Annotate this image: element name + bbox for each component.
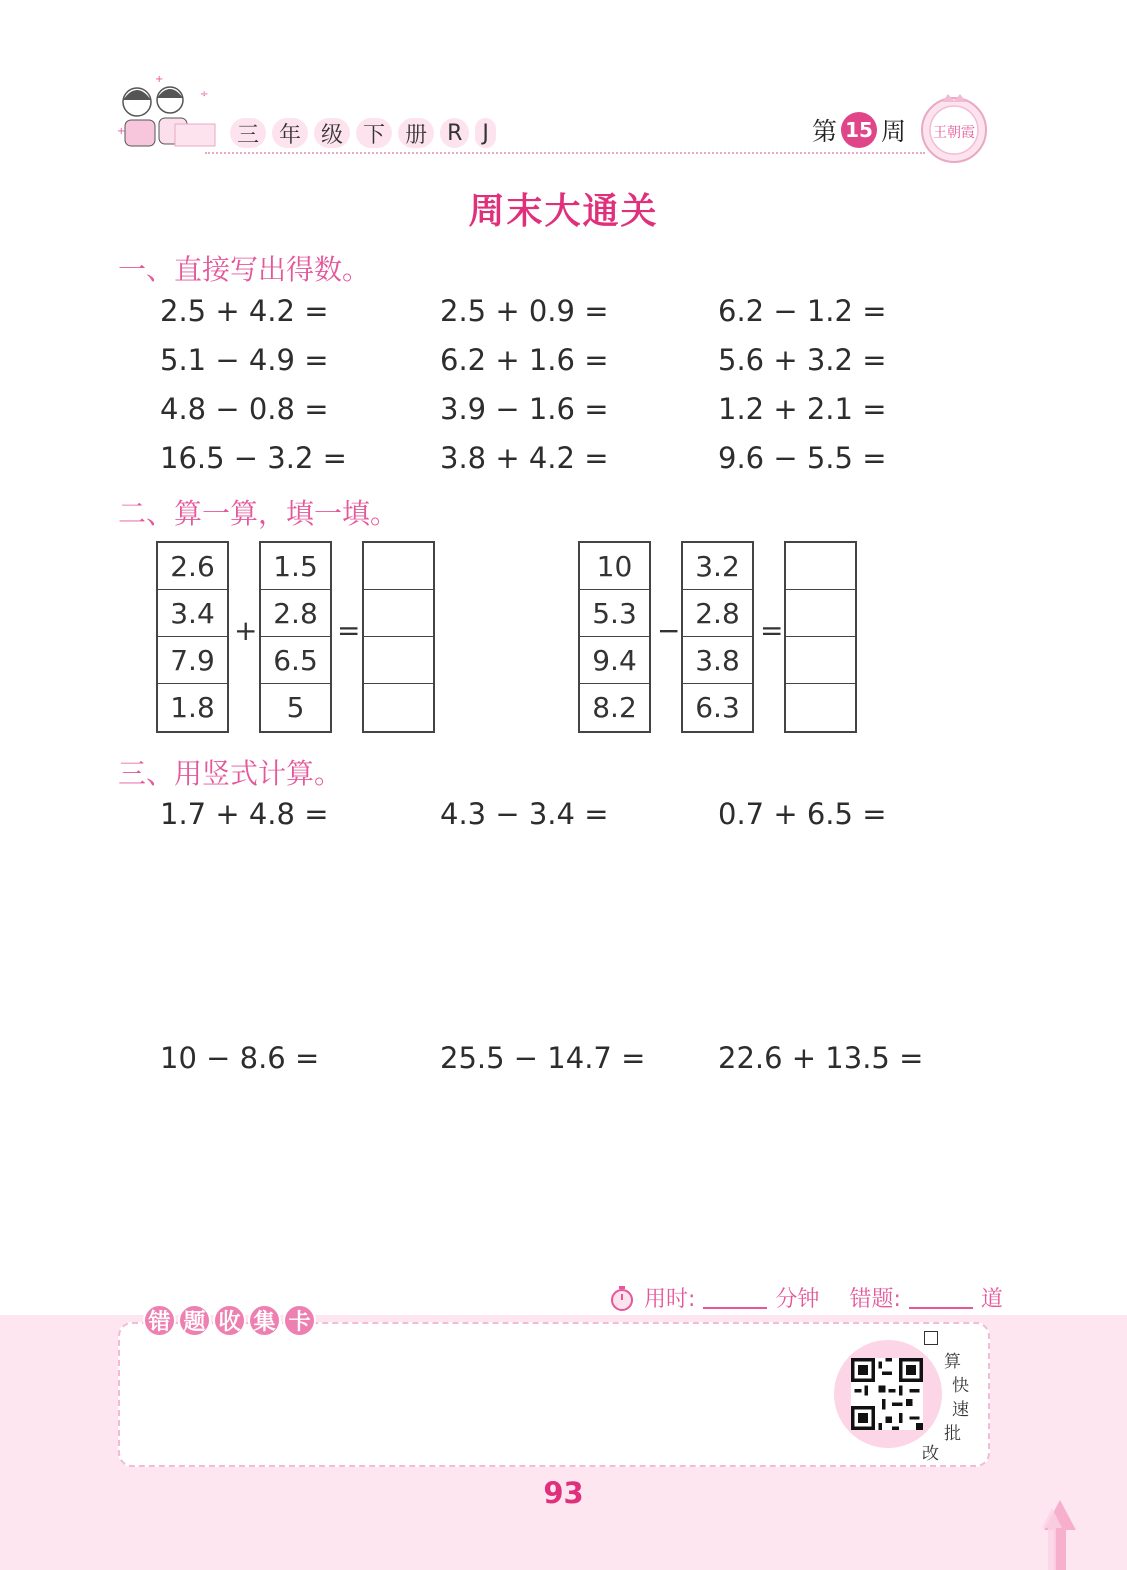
answer-cell[interactable] <box>364 590 433 637</box>
checkbox-square <box>924 1331 938 1345</box>
operand-column-a <box>156 541 229 733</box>
week-number: 15 <box>841 112 877 148</box>
section1-title: 一、直接写出得数。 <box>118 253 371 286</box>
answer-cell[interactable] <box>364 543 433 590</box>
page-title: 周末大通关 <box>468 191 659 232</box>
page-number: 93 <box>543 1476 584 1510</box>
expression: 10 − 8.6 = <box>160 1041 320 1075</box>
expression: 3.9 − 1.6 = <box>440 392 609 426</box>
grade-char: 三 <box>230 118 266 148</box>
answer-column <box>784 541 857 733</box>
expression: 2.5 + 4.2 = <box>160 294 329 328</box>
plus-operator: + <box>234 614 258 647</box>
qr-caption-char: 算 <box>944 1352 961 1372</box>
svg-text:+: + <box>117 126 126 137</box>
table-cell: 7.9 <box>158 637 227 684</box>
qr-caption-char: 快 <box>952 1376 969 1396</box>
brand-seal-logo <box>918 92 990 164</box>
errors-unit: 道 <box>980 1287 1003 1312</box>
answer-cell[interactable] <box>786 684 855 731</box>
card-label-char: 集 <box>248 1304 281 1337</box>
table-cell: 2.6 <box>158 543 227 590</box>
qr-caption-char: 改 <box>922 1444 939 1464</box>
answer-cell[interactable] <box>786 637 855 684</box>
card-label-char: 卡 <box>283 1304 316 1337</box>
operand-column-b <box>681 541 754 733</box>
table-cell: 3.4 <box>158 590 227 637</box>
expression: 22.6 + 13.5 = <box>718 1041 924 1075</box>
arrow-up-icon <box>1040 1500 1080 1570</box>
grade-char: J <box>475 118 496 148</box>
table-cell: 6.5 <box>261 637 330 684</box>
answer-cell[interactable] <box>786 590 855 637</box>
expression: 1.2 + 2.1 = <box>718 392 887 426</box>
card-label-char: 错 <box>143 1304 176 1337</box>
card-label <box>143 1304 316 1337</box>
expression: 6.2 + 1.6 = <box>440 343 609 377</box>
kids-illustration <box>115 72 220 157</box>
table-cell: 6.3 <box>695 691 740 724</box>
table-cell: 3.2 <box>683 543 752 590</box>
table-cell: 5.3 <box>580 590 649 637</box>
expression: 5.6 + 3.2 = <box>718 343 887 377</box>
grade-label <box>230 116 496 150</box>
week-indicator <box>812 112 906 148</box>
time-record <box>608 1282 1003 1313</box>
qr-caption-char: 批 <box>944 1424 961 1444</box>
table-cell: 2.8 <box>683 590 752 637</box>
time-blank[interactable] <box>703 1287 767 1309</box>
answer-cell[interactable] <box>364 637 433 684</box>
section2-title: 二、算一算，填一填。 <box>118 497 399 530</box>
grade-char: 下 <box>356 118 392 148</box>
expression: 6.2 − 1.2 = <box>718 294 887 328</box>
table-cell: 1.5 <box>261 543 330 590</box>
equals-sign: = <box>337 614 361 647</box>
table-cell: 2.8 <box>261 590 330 637</box>
table-cell: 1.8 <box>170 691 215 724</box>
expression: 9.6 − 5.5 = <box>718 441 887 475</box>
minus-operator: − <box>657 614 681 647</box>
expression: 5.1 − 4.9 = <box>160 343 329 377</box>
expression: 4.8 − 0.8 = <box>160 392 329 426</box>
qr-caption-char: 速 <box>952 1400 969 1420</box>
equals-sign: = <box>760 614 784 647</box>
grade-char: 级 <box>314 118 350 148</box>
answer-column <box>362 541 435 733</box>
svg-text:÷: ÷ <box>200 89 209 100</box>
grade-char: R <box>440 118 469 148</box>
errors-blank[interactable] <box>909 1287 973 1309</box>
expression: 1.7 + 4.8 = <box>160 797 329 831</box>
section3-title: 三、用竖式计算。 <box>118 757 343 790</box>
expression: 3.8 + 4.2 = <box>440 441 609 475</box>
svg-text:王朝霞: 王朝霞 <box>933 125 975 141</box>
expression: 2.5 + 0.9 = <box>440 294 609 328</box>
time-unit: 分钟 <box>775 1287 820 1312</box>
answer-cell[interactable] <box>786 543 855 590</box>
errors-label: 错题: <box>849 1287 901 1312</box>
card-label-char: 题 <box>178 1304 211 1337</box>
expression: 25.5 − 14.7 = <box>440 1041 646 1075</box>
operand-column-b <box>259 541 332 733</box>
expression: 4.3 − 3.4 = <box>440 797 609 831</box>
answer-cell[interactable] <box>364 684 433 731</box>
operand-column-a <box>578 541 651 733</box>
table-cell: 9.4 <box>580 637 649 684</box>
time-label: 用时: <box>644 1287 696 1312</box>
table-cell: 5 <box>286 691 305 724</box>
grade-char: 册 <box>398 118 434 148</box>
grade-char: 年 <box>272 118 308 148</box>
table-cell: 10 <box>580 543 649 590</box>
table-cell: 3.8 <box>683 637 752 684</box>
expression: 16.5 − 3.2 = <box>160 441 347 475</box>
table-cell: 8.2 <box>592 691 637 724</box>
header-divider <box>205 152 925 154</box>
expression: 0.7 + 6.5 = <box>718 797 887 831</box>
week-prefix: 第 <box>812 117 838 146</box>
stopwatch-icon <box>608 1284 636 1312</box>
week-suffix: 周 <box>881 117 907 146</box>
svg-text:+: + <box>155 74 164 85</box>
qr-code-icon[interactable] <box>851 1358 923 1430</box>
card-label-char: 收 <box>213 1304 246 1337</box>
